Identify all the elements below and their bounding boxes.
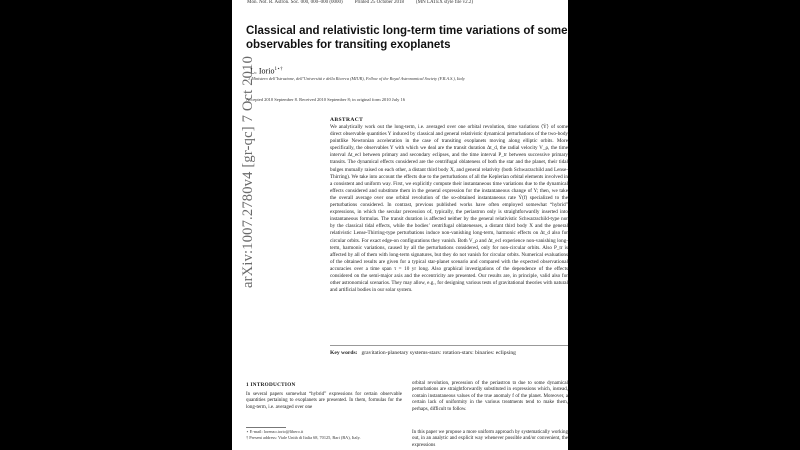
abstract-heading: ABSTRACT [330, 117, 364, 123]
section-heading-introduction: 1 INTRODUCTION [246, 382, 296, 388]
keywords-label: Key words: [330, 350, 358, 356]
author-marks: 1⋆† [274, 67, 283, 72]
footnote-address: † Present address: Viale Unità di Italia 68, 70125, Bari (BA), Italy. [246, 434, 361, 440]
keywords-text: gravitation-planetary systems-stars: rotation-stars: binaries: eclipsing [361, 350, 516, 356]
intro-left-column: In several papers somewhat “hybrid” expressions for certain observable quantities pertaining to exoplanets are presented. In them, formulas for the long-term, i.e. averaged over one [246, 392, 402, 410]
abstract-text: We analytically work out the long-term, i.e. averaged over one orbital revolution, time variations ⟨Ẏ⟩ of some direct observable quantities Y induced by classical and general relativistic dynamical perturbations of the two-body pointlike Newtonian acceleration in the case of transiting exoplanets moving along elliptic orbits. More specifically, the observables Y with which we deal are the transit duration Δt_d, the radial velocity V_ρ, the time interval Δt_ecl between primary and secondary eclipses, and the time interval P_tr between successive primary transits. The dynamical effects considered are the centrifugal oblateness of both the star and the planet, their tidal bulges mutually raised on each other, a distant third body X, and general relativity (both Schwarzschild and Lense-Thirring). We take into account the effects due to the perturbations of all the Keplerian orbital elements involved in a consistent and uniform way. First, we explicitly compute their instantaneous time variations due to the dynamical effects considered and substitute them in the general expression for the instantaneous change of Y; then, we take the overall average over one orbital revolution of the so-obtained instantaneous rate Ẏ(f) specialized to the perturbations considered. In contrast, previous published works have often employed somewhat “hybrid” expressions, in which the secular precession of, typically, the periastron only is straightforwardly inserted into instantaneous formulas. The transit duration is affected neither by the general relativistic Schwarzschild-type nor by the classical tidal effects, while the bodies’ centrifugal oblatenesses, a distant third body X and the general relativistic Lense-Thirring-type perturbations induce non-vanishing long-term, harmonic effects on Δt_d also for circular orbits. For exact edge-on configurations they vanish. Both V_ρ and Δt_ecl experience non-vanishing long-term, harmonic variations, caused by all the perturbations considered, only for non-circular orbits. Also P_tr is affected by all of them with long-term signatures, but they do not vanish for circular orbits. Numerical evaluations of the obtained results are given for a typical star-planet scenario and compared with the expected observational accuracies over a time span τ = 10 yr long. Also graphical investigations of the dependence of the effects considered on the semi-major axis and the eccentricity are presented. Our results are, in principle, valid also for other astronomical scenarios. They may allow, e.g., for designing various tests of gravitational theories with natural and artificial bodies in our solar system. [330, 124, 568, 294]
keywords [330, 350, 568, 356]
affiliation: 1 Ministero dell’Istruzione, dell’Università e della Ricerca (MIUR), Fellow of the Royal Astronomical Society (F.R.A.S.), Italy [248, 76, 465, 81]
arxiv-identifier: arXiv:1007.2780v4 [gr-qc] 7 Oct 2010 [240, 55, 256, 288]
style-file: (MN LATEX style file v2.2) [416, 0, 474, 5]
paper-page [232, 0, 568, 450]
running-header [247, 0, 567, 5]
keywords-rule [330, 345, 568, 346]
footnote-email: ⋆ E-mail: lorenzo.iorio@libero.it [246, 429, 304, 434]
printed-date: Printed 25 October 2018 [354, 0, 404, 5]
footnote-rule [246, 427, 286, 428]
author-name: L. Iorio [250, 66, 275, 76]
paper-title: Classical and relativistic long-term time variations of some observables for transiting exoplanets [246, 25, 568, 51]
intro-right-column: orbital revolution, precession of the periastron ϖ due to some dynamical perturbations are straightforwardly substituted in expressions which, instead, contain instantaneous values of the true anomaly f of the planet. Moreover, a certain lack of uniformity in the various treatments tend to make them, perhaps, difficult to follow. [412, 381, 568, 412]
accepted-line: Accepted 2010 September 8. Received 2010 September 8; in original form 2010 July 16 [246, 97, 405, 102]
journal-ref: Mon. Not. R. Astron. Soc. 000, 000–000 (0000) [247, 0, 343, 5]
intro-right-column-paragraph: In this paper we propose a more uniform approach by systematically working out, in an analytic and explicit way whenever possible and/or convenient, the expressions [412, 430, 568, 448]
footnotes [246, 429, 402, 440]
